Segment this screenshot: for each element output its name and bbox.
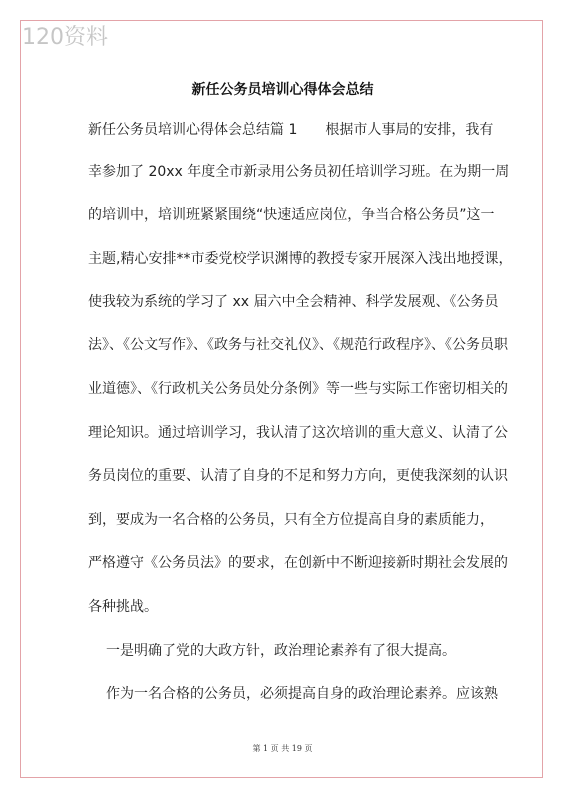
paragraph-line: 作为一名合格的公务员，必须提高自身的政治理论素养。应该熟 xyxy=(106,686,498,702)
paragraph-line: 主题,精心安排**市委党校学识渊博的教授专家开展深入浅出地授课， xyxy=(88,251,513,267)
document-title: 新任公务员培训心得体会总结 xyxy=(191,82,374,98)
paragraph-line: 新任公务员培训心得体会总结篇 1 根据市人事局的安排，我有 xyxy=(88,122,494,138)
paragraph-line: 法》、《公文写作》、《政务与社交礼仪》、《规范行政程序》、《公务员职 xyxy=(88,337,508,353)
paragraph-line: 业道德》、《行政机关公务员处分条例》等一些与实际工作密切相关的 xyxy=(88,381,508,397)
paragraph-line: 严格遵守《公务员法》的要求，在创新中不断迎接新时期社会发展的 xyxy=(88,555,508,571)
paragraph-line: 务员岗位的重要、认清了自身的不足和努力方向，更使我深刻的认识 xyxy=(88,468,508,484)
paragraph-line: 理论知识。通过培训学习，我认清了这次培训的重大意义、认清了公 xyxy=(88,425,508,441)
section-heading-line: 一是明确了党的大政方针，政治理论素养有了很大提高。 xyxy=(106,643,456,659)
paragraph-line: 幸参加了 20xx 年度全市新录用公务员初任培训学习班。在为期一周 xyxy=(88,164,510,180)
watermark: 120资料 xyxy=(22,25,108,50)
paragraph-line: 使我较为系统的学习了 xx 届六中全会精神、科学发展观、《公务员 xyxy=(88,294,499,310)
paragraph-line: 各种挑战。 xyxy=(88,599,158,615)
paragraph-line: 的培训中，培训班紧紧围绕“快速适应岗位，争当合格公务员”这一 xyxy=(88,207,495,223)
paragraph-line: 到，要成为一名合格的公务员，只有全方位提高自身的素质能力， xyxy=(88,512,494,528)
page-number-footer: 第 1 页 共 19 页 xyxy=(252,744,313,753)
